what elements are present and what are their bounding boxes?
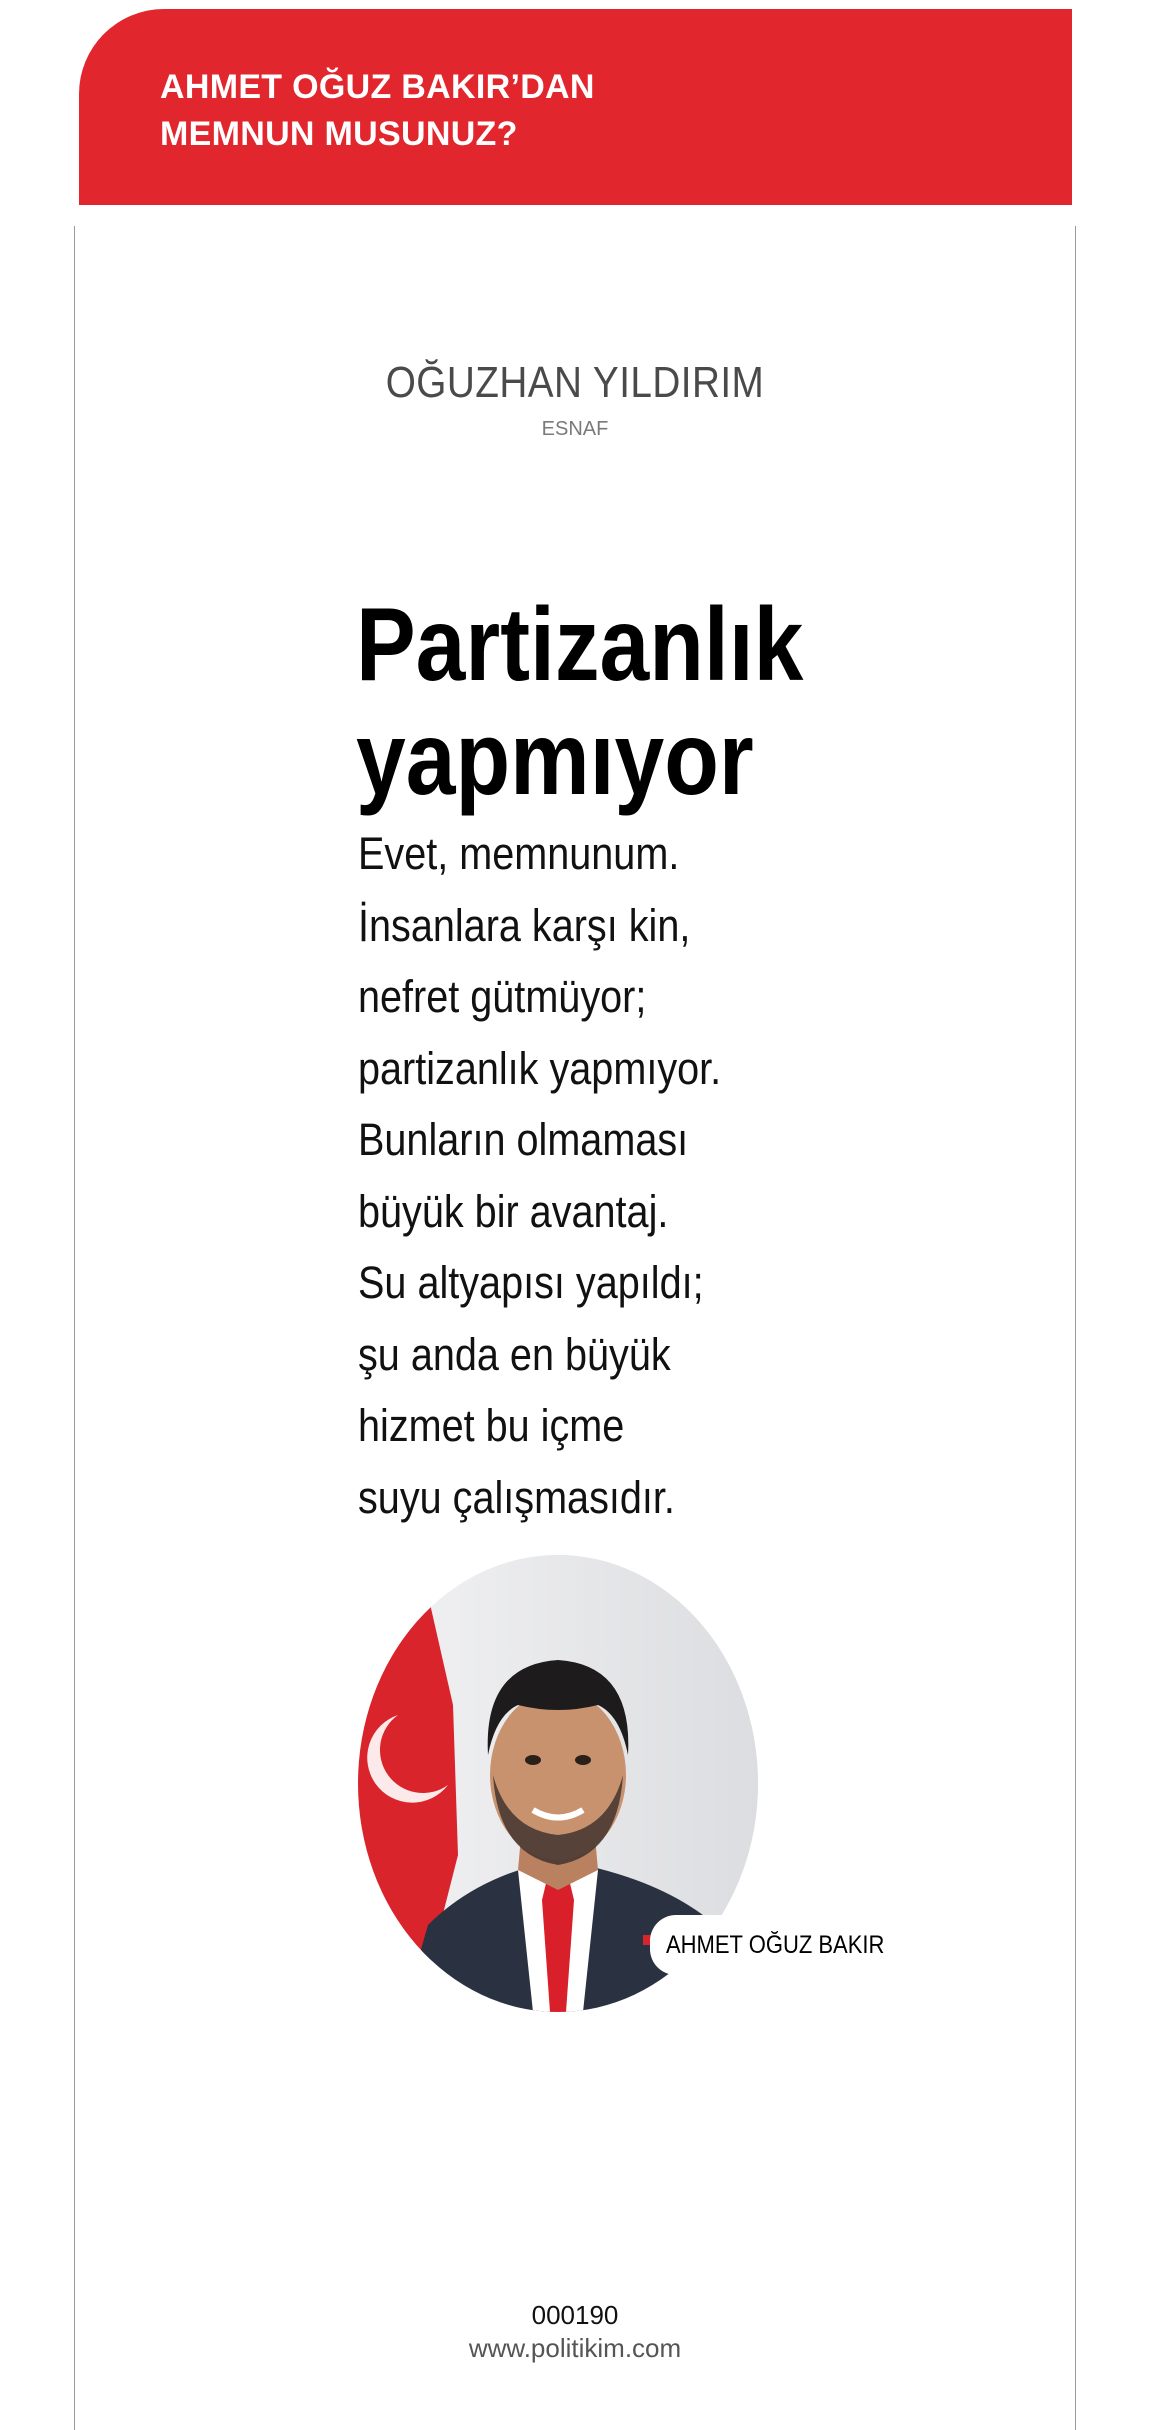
body-line: İnsanlara karşı kin, [358,899,691,951]
website-url: www.politikim.com [468,2333,682,2363]
quote-body [358,818,798,1533]
body-line: Evet, memnunum. [358,828,680,879]
body-line: şu anda en büyük [358,1328,671,1380]
respondent-role: ESNAF [541,418,609,440]
photo-caption [650,1915,900,1975]
body-line: partizanlık yapmıyor. [358,1042,722,1094]
banner-title-line-2: MEMNUN MUSUNUZ? [160,115,518,153]
header-banner [79,9,1072,205]
quote-headline [356,588,838,816]
respondent-name: OĞUZHAN YILDIRIM [385,358,765,407]
photo-caption-text: AHMET OĞUZ BAKIR [666,1931,885,1959]
body-line: hizmet bu içme [358,1400,625,1451]
body-line: Bunların olmaması [358,1114,689,1165]
headline-line-2: yapmıyor [356,701,754,817]
frame-left-border [74,226,75,2430]
body-line: suyu çalışmasıdır. [358,1471,675,1523]
body-line: Su altyapısı yapıldı; [358,1257,704,1308]
frame-right-border [1075,226,1076,2430]
body-line: büyük bir avantaj. [358,1185,669,1237]
banner-title-line-1: AHMET OĞUZ BAKIR’DAN [160,68,595,106]
headline-line-1: Partizanlık [356,587,804,703]
reference-number: 000190 [531,2300,619,2330]
body-line: nefret gütmüyor; [358,971,647,1022]
